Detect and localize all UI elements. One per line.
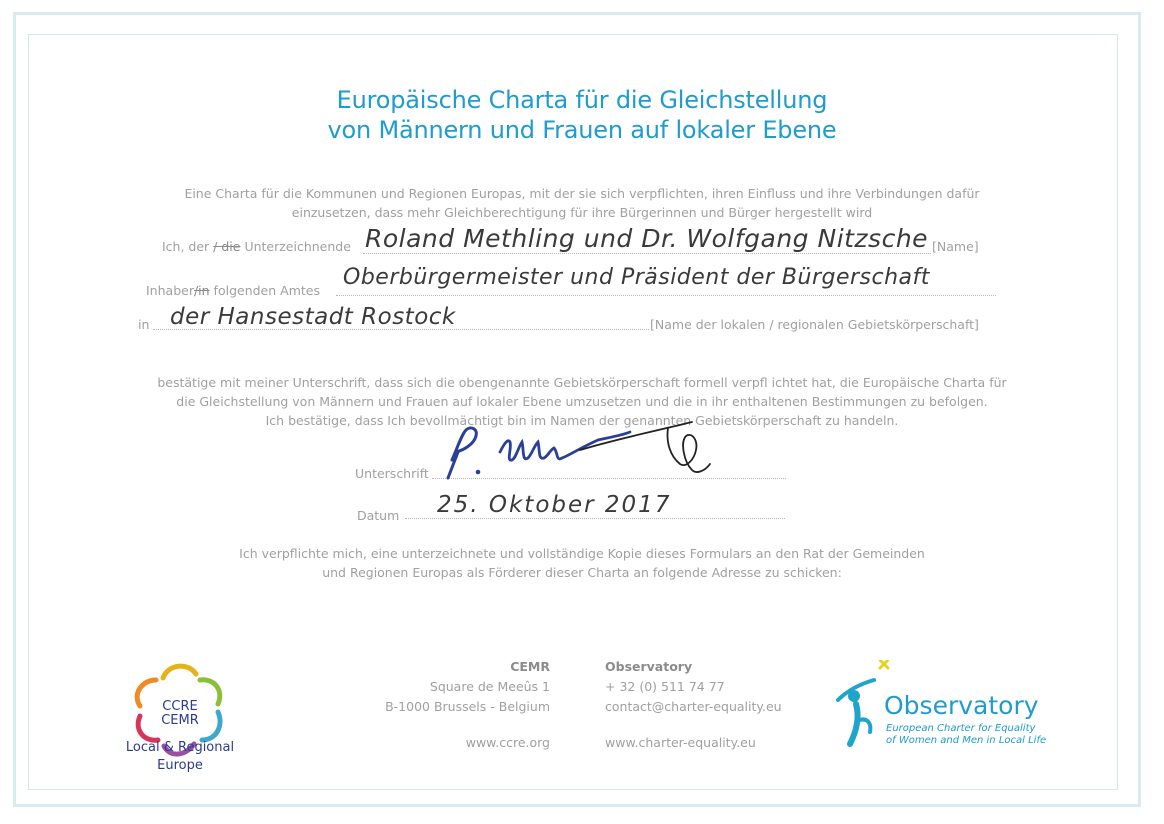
name-dotted-line: [363, 253, 931, 254]
commit-line2: und Regionen Europas als Förderer dieser Charta an folgende Adresse zu schicken:: [322, 565, 842, 580]
observatory-figure-icon: [838, 660, 888, 744]
observatory-email[interactable]: contact@charter-equality.eu: [605, 699, 782, 714]
cemr-website[interactable]: www.ccre.org: [465, 735, 550, 750]
date-handwritten[interactable]: 25. Oktober 2017: [437, 492, 672, 518]
authority-handwritten[interactable]: der Hansestadt Rostock: [170, 304, 456, 330]
handwritten-signatures[interactable]: [430, 412, 730, 492]
ccre-text: CCRE: [162, 699, 198, 714]
logo-caption-1: Local & Regional: [125, 740, 235, 755]
ccre-cemr-logo: [108, 656, 258, 776]
cemr-city: B-1000 Brussels - Belgium: [385, 699, 550, 714]
commit-line1: Ich verpflichte mich, eine unterzeichnete und vollständige Kopie dieses Formulars an den Rat der Gemeinden: [239, 546, 925, 561]
signature-label: Unterschrift: [355, 466, 429, 481]
observatory-name: Observatory: [605, 659, 693, 674]
document-title-line2: von Männern und Frauen auf lokaler Ebene: [327, 116, 837, 144]
observatory-phone: + 32 (0) 511 74 77: [605, 679, 725, 694]
observatory-address: [605, 657, 782, 717]
cemr-street: Square de Meeûs 1: [429, 679, 550, 694]
cemr-text: CEMR: [161, 713, 199, 728]
date-label: Datum: [357, 508, 400, 523]
cemr-address: [380, 657, 550, 717]
confirm-line1: bestätige mit meiner Unterschrift, dass sich die obengenannte Gebietskörperschaft formell verpfl ichtet hat, die Europäische Charta für: [157, 375, 1007, 390]
name-label: Ich, der / die Unterzeichnende: [162, 239, 351, 254]
observatory-website[interactable]: www.charter-equality.eu: [605, 735, 756, 750]
confirm-line3: Ich bestätige, dass Ich bevollmächtigt bin im Namen der genannten Gebietskörperschaft zu handeln.: [265, 413, 899, 428]
name-suffix: [Name]: [932, 239, 979, 254]
intro-line2: einzusetzen, dass mehr Gleichberechtigung für ihre Bürgerinnen und Bürger hergestellt wird: [291, 205, 873, 220]
in-label: in: [138, 317, 150, 332]
cemr-name: CEMR: [510, 659, 550, 674]
office-label: Inhaber/in folgenden Amtes: [146, 283, 320, 298]
observatory-logo-name: Observatory: [884, 691, 1039, 720]
office-dotted-line: [336, 295, 996, 296]
observatory-logo: [830, 660, 1060, 750]
observatory-logo-sub1: European Charter for Equality: [886, 723, 1036, 734]
date-dotted-line: [405, 518, 785, 519]
confirm-line2: die Gleichstellung von Männern und Frauen auf lokaler Ebene umzusetzen und die in ihr enthaltenen Bestimmungen zu befolgen.: [176, 394, 988, 409]
name-handwritten[interactable]: Roland Methling und Dr. Wolfgang Nitzsche: [365, 224, 929, 253]
intro-line1: Eine Charta für die Kommunen und Regionen Europas, mit der sie sich verpflichten, ihren Einfluss und ihre Verbindungen dafür: [184, 186, 980, 201]
authority-suffix: [Name der lokalen / regionalen Gebietskörperschaft]: [650, 317, 979, 332]
logo-caption-2: Europe: [157, 758, 203, 773]
observatory-logo-sub2: of Women and Men in Local Life: [886, 735, 1047, 746]
office-handwritten[interactable]: Oberbürgermeister und Präsident der Bürgerschaft: [343, 265, 930, 290]
document-title-line1: Europäische Charta für die Gleichstellung: [336, 86, 828, 114]
